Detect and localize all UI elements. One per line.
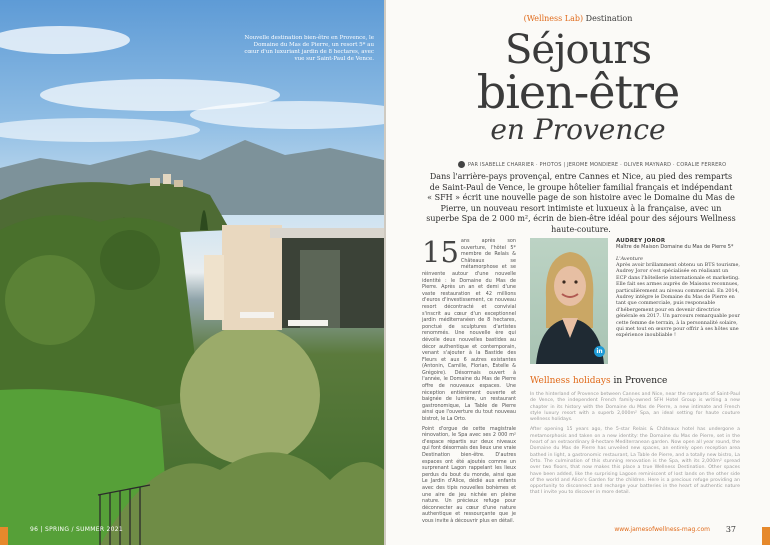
byline xyxy=(458,161,726,168)
photo-caption: Nouvelle destination bien-être en Provence, le Domaine du Mas de Pierre, un resort 5* au cœur d'un luxuriant jardin de 8 hectares, avec vue sur Saint-Paul de Vence. xyxy=(244,35,374,62)
english-title-rest: in Provence xyxy=(610,376,668,386)
article-body-fr xyxy=(422,235,516,524)
article-body-en xyxy=(530,392,740,512)
landscape-illustration xyxy=(0,0,384,545)
cloud xyxy=(0,118,200,142)
headline-line2: bien-être xyxy=(476,65,680,119)
villa-wall xyxy=(204,255,224,320)
cloud xyxy=(0,26,130,54)
drop-cap: 15 xyxy=(422,235,459,269)
kicker-section: Destination xyxy=(585,14,633,23)
page-number: 37 xyxy=(725,525,736,534)
headline-line3: en Provence xyxy=(490,113,666,146)
villa-glass-panel xyxy=(300,250,340,328)
olive-tree xyxy=(5,255,95,345)
village-house xyxy=(163,174,171,184)
cloud xyxy=(190,101,410,129)
lounge-chair xyxy=(240,312,274,318)
profile-bio-label: L'Aventure xyxy=(616,255,644,262)
profile-bio xyxy=(616,256,740,339)
headline-line1: Séjours xyxy=(505,27,651,73)
villa-roof xyxy=(270,228,384,238)
article-page xyxy=(386,0,770,545)
face xyxy=(554,266,586,306)
website-link[interactable]: www.jamesofwellness-mag.com xyxy=(614,526,710,533)
body-paragraph: ans après son ouverture, l'hôtel 5* membre de Relais & Châteaux se métamorphose et se réinvente autour d'une nouvelle identité : le Domaine du Mas de Pierre. Après un an et demi d'une vaste restauration et 42 millions d'euros d'investissement, ce nouveau resort décontracté et convivial s'inscrit au cœur d'un exceptionnel jardin méditerranéen de 8 hectares, ponctué de sculptures d'artistes renommés. Une nouvelle ère qui dévoile deux nouvelles bastides au décor authentique et contemporain, venant s'ajouter à la Bastide des Fleurs et aux 6 autres existantes (Antonin, Camille, Florian, Estelle & Grégoire). Désormais ouvert à l'année, le Domaine du Mas de Pierre offre de nouveaux espaces. Une réception entièrement ouverte et baignée de lumière, un restaurant gastronomique, La Table de Pierre ainsi que l'ouverture du tout nouveau bistrot, le La Orto. xyxy=(422,238,516,423)
olive-tree xyxy=(180,325,320,465)
village-house xyxy=(174,180,183,187)
section-kicker xyxy=(386,14,770,23)
english-paragraph: After opening 15 years ago, the 5-star Relais & Châteaux hotel has undergone a metamorphosis and taken on a new identity: the Domaine du Mas de Pierre, set in the heart of an extraordinary 8-hectare Mediterranean garden. Now open all year round, the Domaine du Mas de Pierre has unveiled new spaces, an entirely open reception area bathed in light, a gastronomic restaurant, La Table de Pierre, and a totally new bistro, La Orto. The culmination of this stunning renovation is the Spa, with its 2,000m² spread over two floors, that now makes this place a true Wellness Destination. Other spaces have been added, like the surprising Lagoon reminiscent of lost lands on the other side of the world and Alice's Garden for the children. Here is a precious refuge providing an opportunity to disconnect and recharge your batteries in the heart of authentic nature that I invite you to discover in more detail. xyxy=(530,427,740,496)
byline-text: PAR ISABELLE CHARRIER · PHOTOS | JEROME MONDIERE · OLIVER MAYNARD · CORALIE FERRERO xyxy=(468,162,727,168)
olive-tree xyxy=(100,230,160,290)
english-section-title xyxy=(530,376,667,386)
hero-photo-page xyxy=(0,0,384,545)
lounge-chair xyxy=(288,320,328,326)
section-tab xyxy=(0,527,8,545)
portrait-illustration xyxy=(530,238,608,364)
section-tab xyxy=(762,527,770,545)
body-paragraph: Point d'orgue de cette magistrale rénovation, le Spa avec ses 2 000 m² d'espace répartis sur deux niveaux qui font désormais des lieux une vraie Destination bien-être. D'autres espaces ont été ajoutés comme un surprenant Lagon rappelant les lieux perdus du bout du monde, ainsi que Le Jardin d'Alice, dédié aux enfants avec des tipis nouvelles bohèmes et une aire de jeu nichée en pleine nature. Un précieux refuge pour déconnecter au cœur d'une nature authentique et ressourçante que je vous invite à découvrir plus en détail. xyxy=(422,425,516,524)
profile-name: AUDREY JOROR xyxy=(616,238,666,244)
intro-paragraph: Dans l'arrière-pays provençal, entre Cannes et Nice, au pied des remparts de Saint-Paul de Vence, le groupe hôtelier familial français et indépendant « SFH » écrit une nouvelle page de son histoire avec le Domaine du Mas de Pierre, un nouveau resort intimiste et luxueux à la française, avec un superbe Spa de 2 000 m², écrin de bien-être idéal pour des séjours Wellness haute-couture. xyxy=(426,172,736,234)
profile-bio-text: Après avoir brillamment obtenu un BTS tourisme, Audrey Joror s'est spécialisée en réalisant un ECP dans l'hôtellerie internationale et marketing. Elle fait ses armes auprès de Maisons reconnues, particulièrement au niveau commercial. En 2014, Audrey intègre le Domaine du Mas de Pierre en tant que commerciale, puis responsable d'hébergement pour en devenir directrice générale en 2017. Un parcours remarquable pour cette femme de terrain, à la personnalité solaire, qui met tout en œuvre pour offrir à ses hôtes une expérience inoubliable ! xyxy=(616,261,740,339)
profile-box xyxy=(616,238,740,339)
profile-role: Maître de Maison Domaine du Mas de Pierre 5* xyxy=(616,244,734,250)
english-paragraph: In the hinterland of Provence between Cannes and Nice, near the ramparts of Saint-Paul de Vence, the independent French family-owned SFH Hotel Group is writing a new chapter in its history with the Domaine du Mas de Pierre, a new intimate and French style luxury resort with a superb 2,000m² Spa, an ideal setting for haute couture wellness holidays. xyxy=(530,392,740,423)
portrait-photo xyxy=(530,238,608,364)
eye xyxy=(562,280,565,283)
camera-icon xyxy=(458,161,465,168)
linkedin-icon[interactable]: in xyxy=(594,346,605,357)
eye xyxy=(574,280,577,283)
village-house xyxy=(150,178,160,186)
english-title-accent: Wellness holidays xyxy=(530,376,611,386)
kicker-brand: (Wellness Lab) xyxy=(523,14,584,23)
left-folio: 96 | SPRING / SUMMER 2021 xyxy=(30,526,123,533)
